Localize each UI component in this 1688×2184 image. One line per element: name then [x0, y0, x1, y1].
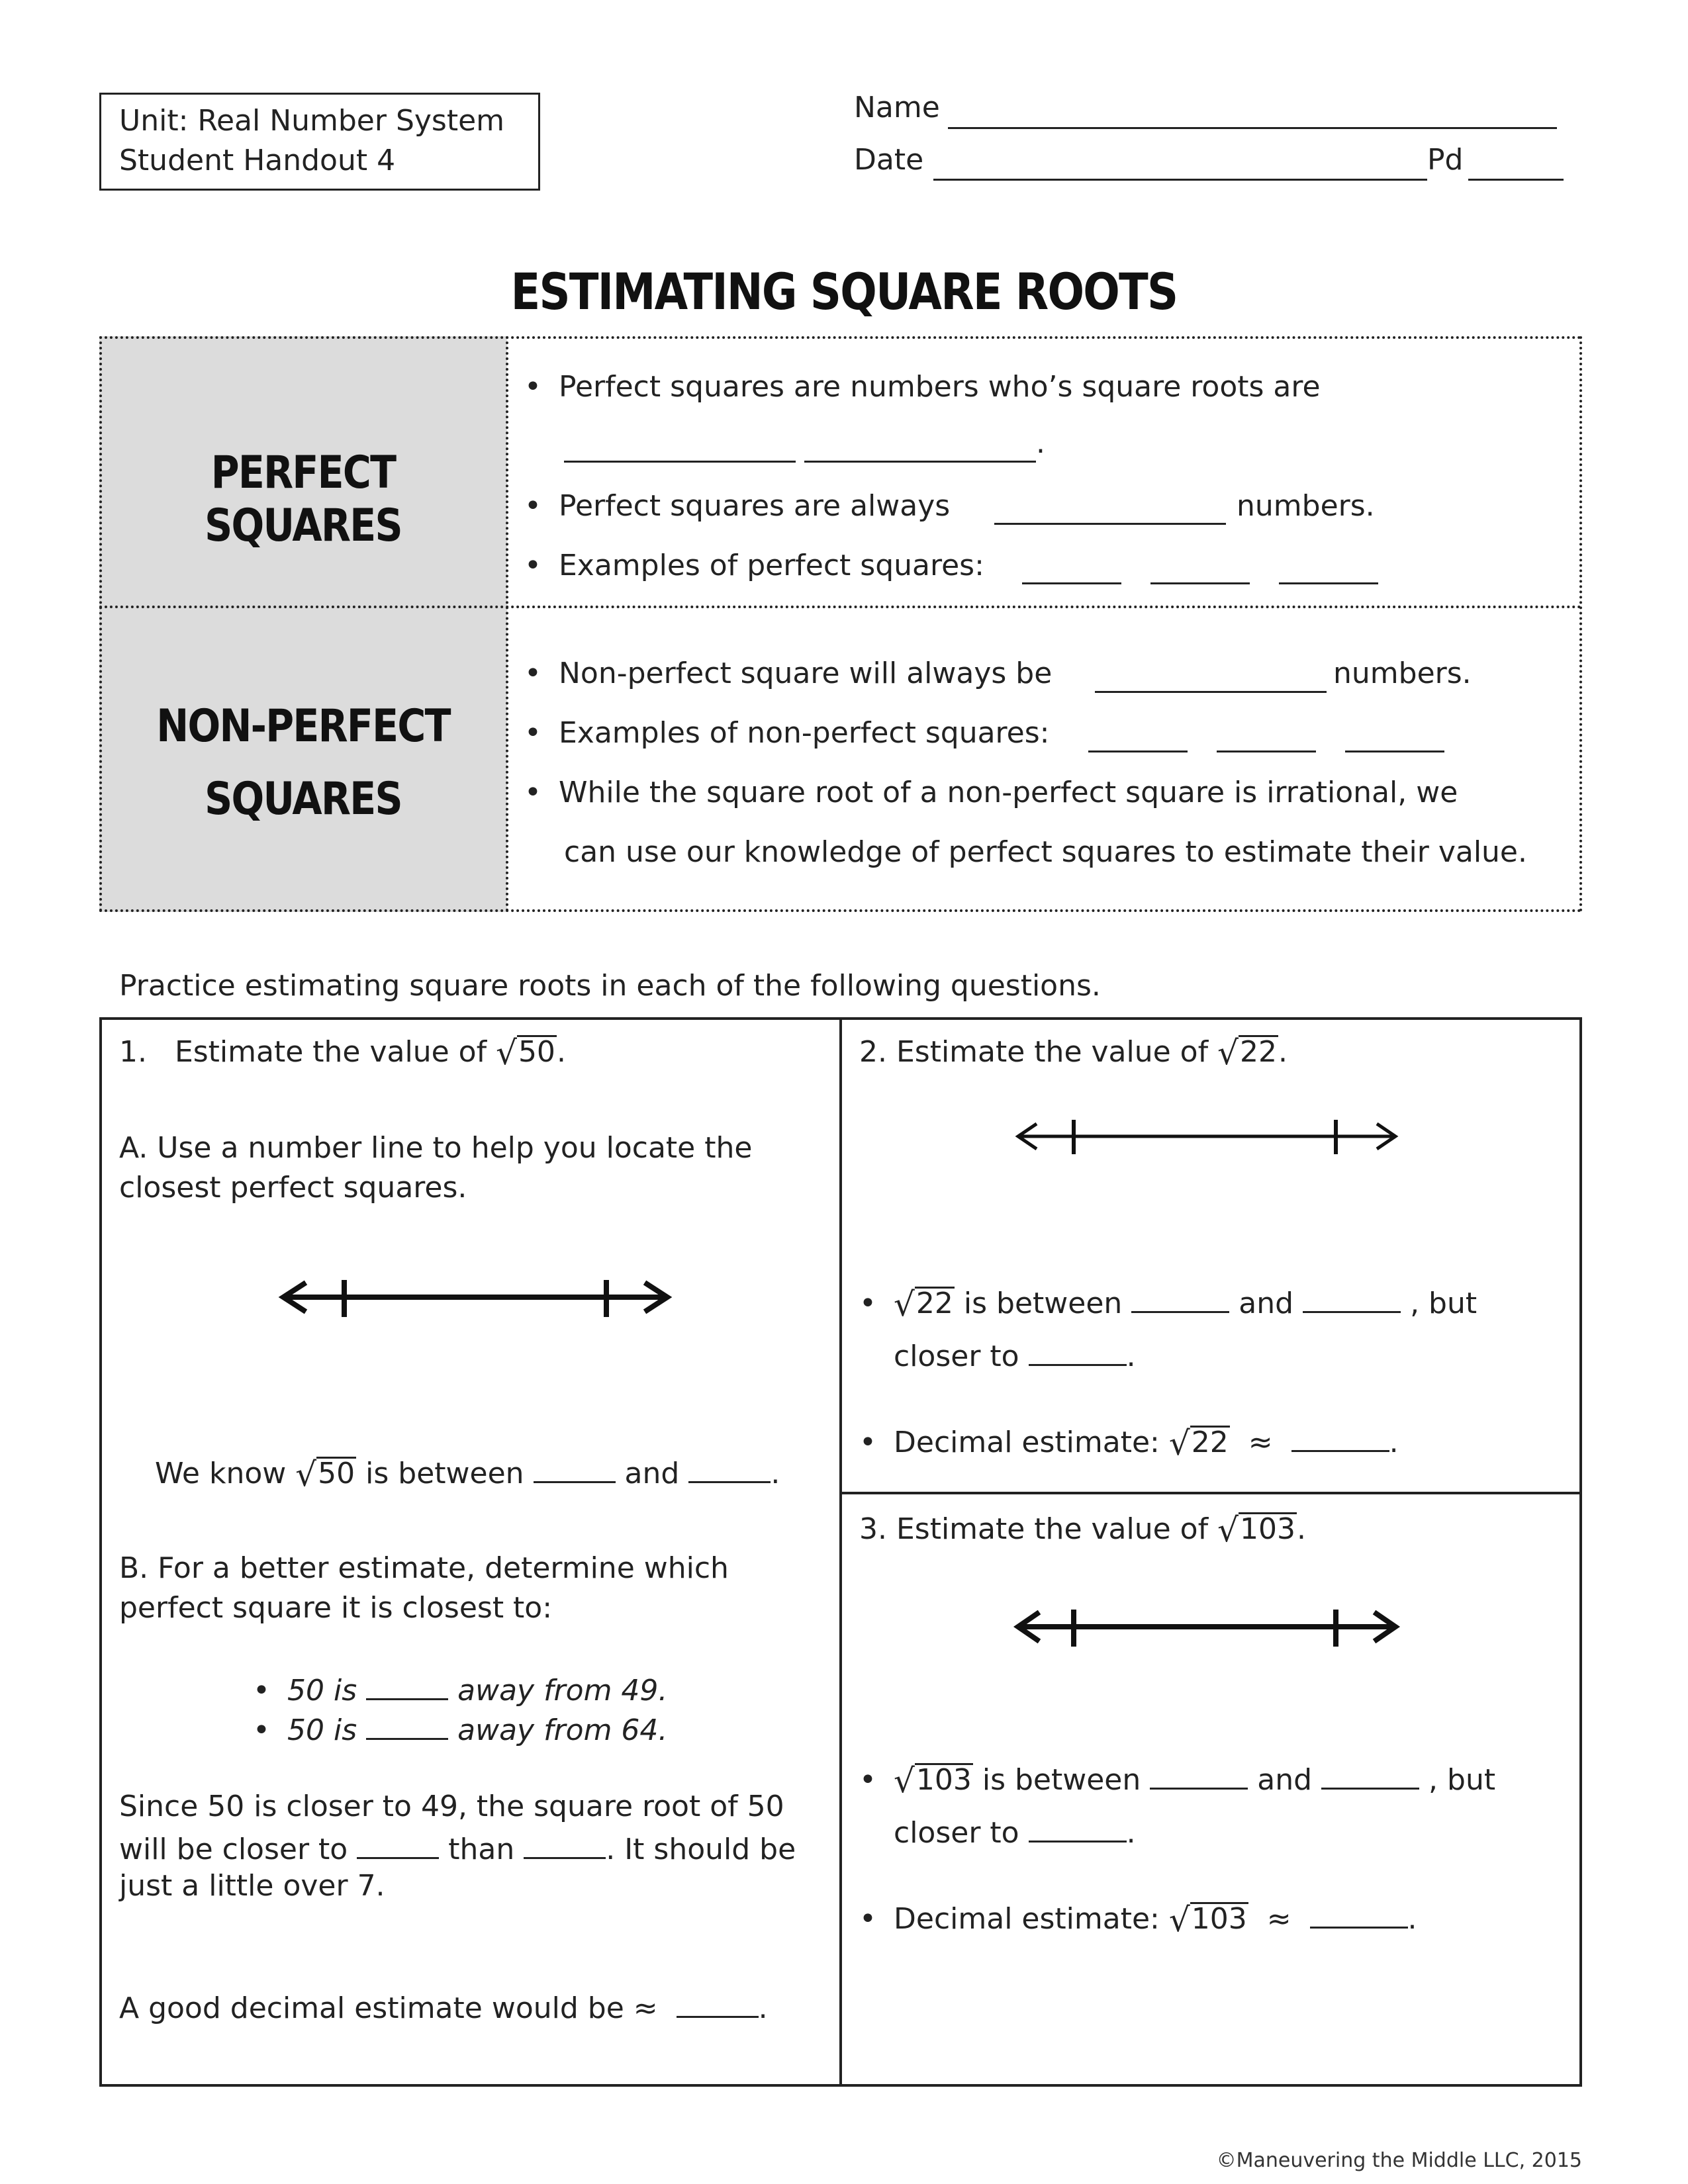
- nonperfect-numbers-word: numbers.: [1333, 657, 1472, 690]
- q1-than-blank[interactable]: [524, 1827, 606, 1859]
- q2-between-blank-1[interactable]: [1131, 1281, 1229, 1313]
- q3-decimal-blank[interactable]: [1310, 1896, 1408, 1929]
- bullet-dot: •: [253, 1674, 270, 1707]
- q1-prompt: 1. Estimate the value of √50.: [119, 1030, 566, 1072]
- period-field[interactable]: [1468, 148, 1564, 181]
- bullet-dot: •: [859, 1426, 876, 1459]
- perfect-example-blank-2[interactable]: [1150, 552, 1250, 584]
- q1-since-line1: Since 50 is closer to 49, the square root of 50: [119, 1790, 784, 1823]
- q2-decimal-blank[interactable]: [1291, 1420, 1389, 1452]
- q2-between-blank-2[interactable]: [1303, 1281, 1401, 1313]
- q1-away-64-blank[interactable]: [366, 1707, 448, 1740]
- q3-between: • √103 is between and , but: [859, 1757, 1495, 1800]
- unit-line: Unit: Real Number System: [119, 104, 505, 138]
- date-field[interactable]: [933, 148, 1427, 181]
- bullet-dot: •: [253, 1713, 270, 1747]
- bullet-dot: •: [859, 1902, 876, 1936]
- q1-partA-line1: A. Use a number line to help you locate the: [119, 1131, 753, 1165]
- q1-know: We know √50 is between and .: [155, 1451, 780, 1494]
- practice-row-divider: [841, 1492, 1582, 1494]
- copyright-footer: ©Maneuvering the Middle LLC, 2015: [1216, 2149, 1582, 2172]
- perfect-always-blank[interactable]: [994, 492, 1226, 525]
- page-title: ESTIMATING SQUARE ROOTS: [510, 262, 1178, 321]
- q1-good-estimate: A good decimal estimate would be ≈ .: [119, 1985, 768, 2028]
- perfect-example-blank-3[interactable]: [1279, 552, 1378, 584]
- perfect-example-blank-1[interactable]: [1022, 552, 1121, 584]
- q2-between-sqrt: √22: [894, 1285, 953, 1324]
- nonperfect-example-blank-3[interactable]: [1345, 720, 1444, 752]
- q2-number-line: [1013, 1113, 1410, 1160]
- practice-intro: Practice estimating square roots in each of the following questions.: [119, 969, 1101, 1003]
- bullet-dot: •: [859, 1763, 876, 1797]
- nonperfect-label-line2: SQUARES: [205, 773, 402, 825]
- perfect-numbers-word: numbers.: [1237, 489, 1375, 523]
- q3-closer-blank[interactable]: [1029, 1810, 1127, 1843]
- nonperfect-example-blank-2[interactable]: [1217, 720, 1316, 752]
- q3-closer: closer to .: [894, 1810, 1136, 1853]
- q3-between-blank-2[interactable]: [1321, 1757, 1419, 1790]
- q3-between-blank-1[interactable]: [1150, 1757, 1248, 1790]
- q1-partA-line2: closest perfect squares.: [119, 1171, 467, 1205]
- q2-closer: closer to .: [894, 1334, 1136, 1377]
- practice-col-divider: [839, 1017, 842, 2087]
- nonperfect-example-blank-1[interactable]: [1088, 720, 1188, 752]
- nonperfect-bullet-1: • Non-perfect square will always be: [524, 654, 1052, 694]
- notes-col-divider: [506, 336, 508, 912]
- q1-since-line3: just a little over 7.: [119, 1869, 385, 1903]
- q1-know-sqrt: √50: [295, 1455, 355, 1494]
- nonperfect-bullet-3-cont: can use our knowledge of perfect squares to estimate their value.: [564, 835, 1527, 869]
- bullet-dot: •: [524, 716, 541, 750]
- q3-prompt: 3. Estimate the value of √103.: [859, 1508, 1306, 1549]
- q3-number-line: [1013, 1600, 1410, 1653]
- q1-between-blank-1[interactable]: [534, 1451, 616, 1483]
- q2-sqrt: √22: [1217, 1034, 1277, 1072]
- perfect-squares-label: PERFECT SQUARES: [205, 447, 402, 552]
- bullet-dot: •: [524, 370, 541, 404]
- q3-decimal: • Decimal estimate: √103 ≈ .: [859, 1896, 1417, 1939]
- nonperfect-bullet-2: • Examples of non-perfect squares:: [524, 713, 1050, 753]
- date-label: Date: [854, 143, 924, 177]
- nonperfect-always-blank[interactable]: [1095, 660, 1327, 693]
- q1-partB-line2: perfect square it is closest to:: [119, 1591, 553, 1625]
- q3-decimal-sqrt: √103: [1168, 1901, 1247, 1939]
- perfect-bullet-3: • Examples of perfect squares:: [524, 546, 984, 586]
- q1-between-blank-2[interactable]: [688, 1451, 771, 1483]
- bullet-dot: •: [859, 1287, 876, 1320]
- handout-line: Student Handout 4: [119, 144, 396, 177]
- perfect-root-blank-2[interactable]: [804, 430, 1036, 463]
- q1-since-line2: will be closer to than . It should be: [119, 1827, 796, 1870]
- q3-between-sqrt: √103: [894, 1762, 972, 1800]
- bullet-dot: •: [524, 489, 541, 523]
- q1-sqrt: √50: [496, 1034, 555, 1072]
- bullet-dot: •: [524, 657, 541, 690]
- perfect-bullet-2: • Perfect squares are always: [524, 486, 950, 526]
- name-field[interactable]: [948, 97, 1557, 129]
- q2-decimal-sqrt: √22: [1168, 1424, 1229, 1463]
- q3-sqrt: √103: [1217, 1511, 1295, 1549]
- q1-partB-line1: B. For a better estimate, determine which: [119, 1551, 729, 1585]
- perfect-bullet-1: • Perfect squares are numbers who’s square roots are: [524, 367, 1321, 407]
- perfect-root-blank-1[interactable]: [564, 430, 796, 463]
- q1-estimate-blank[interactable]: [677, 1985, 759, 2018]
- bullet-dot: •: [524, 549, 541, 582]
- nonperfect-bullet-3: • While the square root of a non-perfect square is irrational, we: [524, 773, 1458, 813]
- period-label: Pd: [1427, 143, 1464, 177]
- bullet-dot: •: [524, 776, 541, 809]
- q1-away-64: • 50 is away from 64.: [253, 1707, 667, 1751]
- name-label: Name: [854, 91, 940, 124]
- q2-decimal: • Decimal estimate: √22 ≈ .: [859, 1420, 1399, 1463]
- q2-between: • √22 is between and , but: [859, 1281, 1477, 1324]
- q1-away-49: • 50 is away from 49.: [253, 1668, 667, 1711]
- nonperfect-label-line1: NON-PERFECT: [156, 700, 450, 752]
- q1-number-line: [278, 1271, 675, 1324]
- q2-prompt: 2. Estimate the value of √22.: [859, 1030, 1288, 1072]
- period-mark: .: [1036, 426, 1045, 460]
- notes-row-divider: [99, 606, 1582, 608]
- q2-closer-blank[interactable]: [1029, 1334, 1127, 1366]
- q1-away-49-blank[interactable]: [366, 1668, 448, 1700]
- q1-closer-blank[interactable]: [357, 1827, 439, 1859]
